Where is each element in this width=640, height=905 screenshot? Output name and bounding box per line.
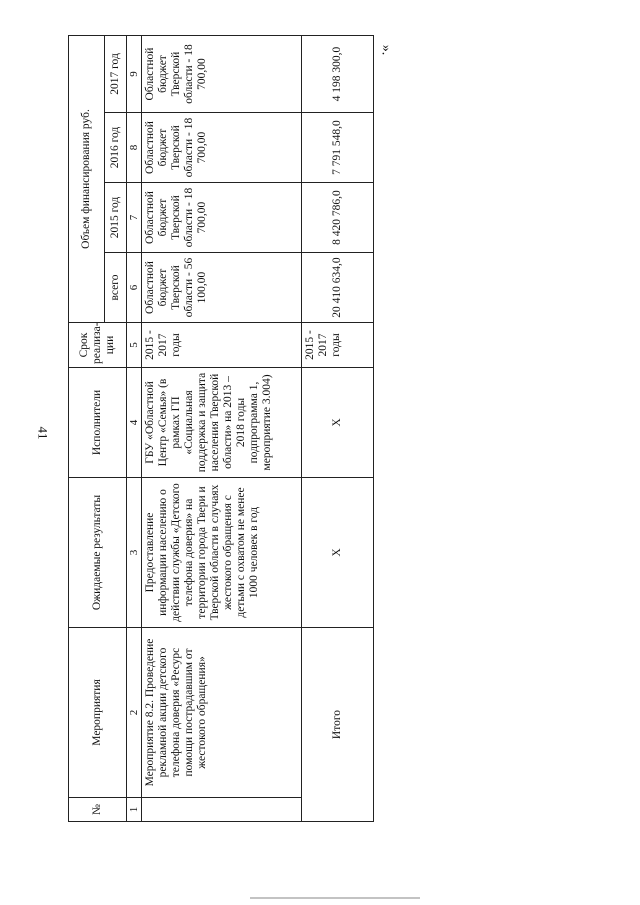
y2015-cell: Областной бюджет Тверской области - 18 700,00 — [142, 183, 302, 253]
col-number: 8 — [127, 113, 142, 183]
col-number: 5 — [127, 323, 142, 368]
col-number: 3 — [127, 478, 142, 628]
table-wrapper — [68, 36, 374, 822]
totals-2015: 8 420 786,0 — [302, 183, 374, 253]
header-num: № — [69, 798, 127, 822]
header-measure: Мероприятия — [69, 628, 127, 798]
measure-cell: Мероприятие 8.2. Проведение рекламной акции детского телефона доверия «Ресурс помощи пострадавшим от жестокого обращения» — [142, 628, 302, 798]
header-total: всего — [105, 253, 127, 323]
header-2016: 2016 год — [105, 113, 127, 183]
col-number: 2 — [127, 628, 142, 798]
totals-row — [302, 35, 374, 821]
y2016-cell: Областной бюджет Тверской области - 18 700,00 — [142, 113, 302, 183]
col-number: 9 — [127, 35, 142, 112]
header-2015: 2015 год — [105, 183, 127, 253]
totals-label: Итого — [302, 628, 374, 822]
col-number: 4 — [127, 368, 142, 478]
totals-2017: 4 198 300,0 — [302, 35, 374, 112]
total-cell: Областной бюджет Тверской области - 56 100,00 — [142, 253, 302, 323]
closing-mark: ». — [378, 44, 394, 56]
header-executors: Исполнители — [69, 368, 127, 478]
header-2017: 2017 год — [105, 35, 127, 112]
page-number: 41 — [35, 426, 51, 440]
header-funding: Объем финансирования руб. — [69, 35, 105, 322]
header-term: Срок реализа-ции — [69, 323, 127, 368]
row-num — [142, 798, 302, 822]
col-number: 6 — [127, 253, 142, 323]
totals-executors: Х — [302, 368, 374, 478]
scan-edge-line — [250, 897, 420, 899]
totals-results: Х — [302, 478, 374, 628]
financing-table — [68, 35, 374, 822]
y2017-cell: Областной бюджет Тверской области - 18 700,00 — [142, 35, 302, 112]
column-number-row — [127, 35, 142, 821]
col-number: 7 — [127, 183, 142, 253]
totals-total: 20 410 634,0 — [302, 253, 374, 323]
totals-2016: 7 791 548,0 — [302, 113, 374, 183]
rotated-table-container — [68, 36, 374, 822]
header-results: Ожидаемые результаты — [69, 478, 127, 628]
col-number: 1 — [127, 798, 142, 822]
results-cell: Предоставление информации населению о действии службы «Детского телефона доверия» на территории города Твери и Тверской области в случаях жестокого обращения с детьми с охватом не менее 1000 человек в год — [142, 478, 302, 628]
totals-term: 2015 - 2017 годы — [302, 323, 374, 368]
term-cell: 2015 - 2017 годы — [142, 323, 302, 368]
table-row — [142, 35, 302, 821]
executors-cell: ГБУ «Областной Центр «Семья» (в рамках ГП «Социальная поддержка и защита населения Тверской области» на 2013 – 2018 годы подпрограмма 1, мероприятие 3.004) — [142, 368, 302, 478]
